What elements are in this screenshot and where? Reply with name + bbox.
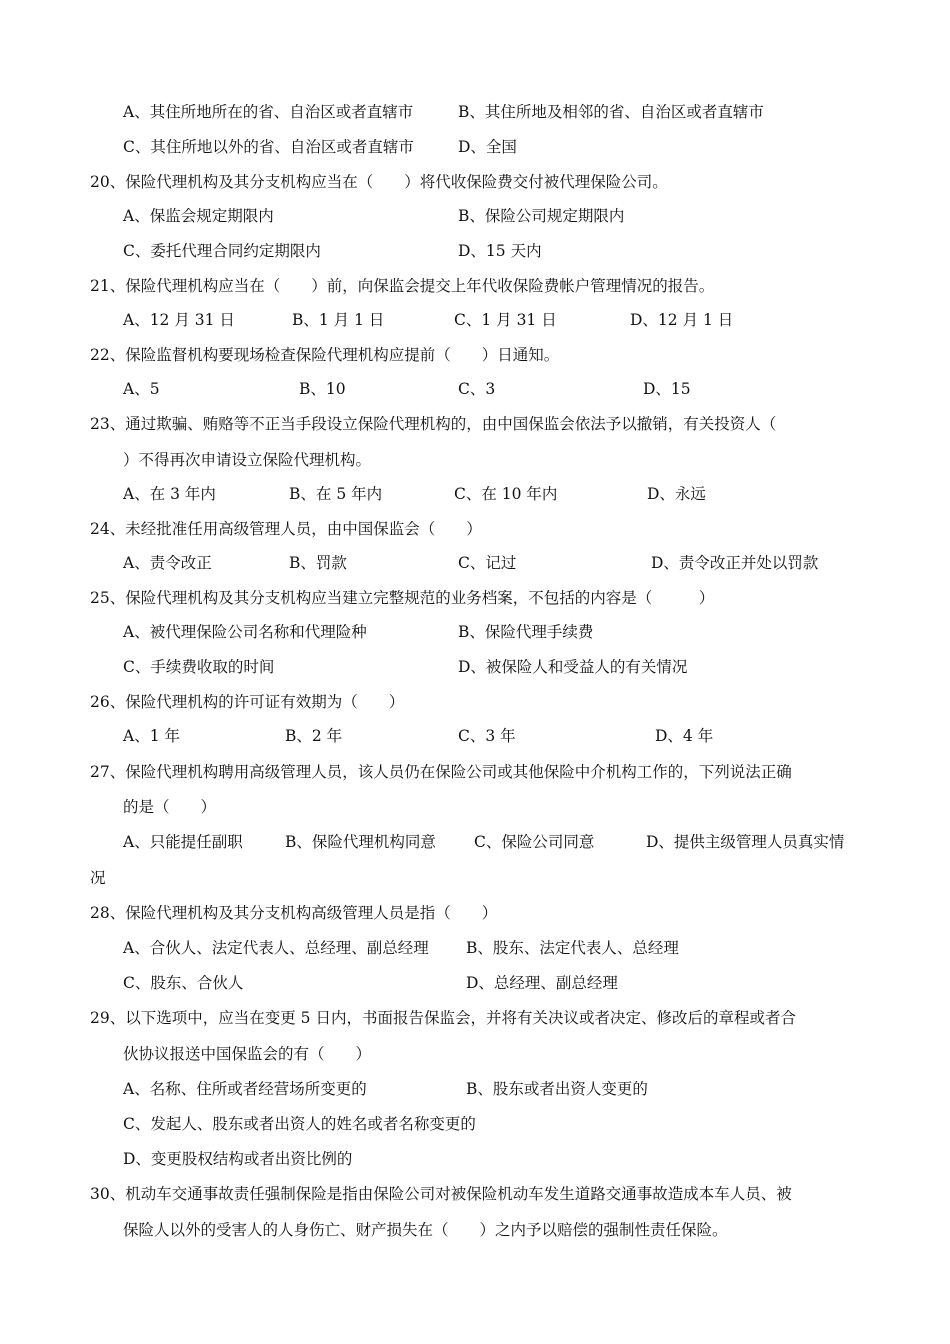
q19-option-b: B、其住所地及相邻的省、自治区或者直辖市 [458,103,764,121]
q26-option-c: C、3 年 [458,727,516,745]
q22-stem: 22、保险监督机构要现场检查保险代理机构应提前（ ）日通知。 [90,346,560,364]
q22-option-a: A、5 [123,380,160,398]
q28-option-a: A、合伙人、法定代表人、总经理、副总经理 [123,939,429,957]
q29-stem-line1: 29、以下选项中，应当在变更 5 日内，书面报告保监会，并将有关决议或者决定、修改后的章程或者合 [90,1009,796,1027]
q25-option-b: B、保险代理手续费 [458,623,594,641]
q21-option-a: A、12 月 31 日 [123,311,235,329]
q25-option-d: D、被保险人和受益人的有关情况 [458,658,688,676]
q26-stem: 26、保险代理机构的许可证有效期为（ ） [90,693,405,711]
q26-option-b: B、2 年 [285,727,343,745]
q27-option-d-line1: D、提供主级管理人员真实情 [646,833,845,851]
q21-stem: 21、保险代理机构应当在（ ）前，向保监会提交上年代收保险费帐户管理情况的报告。 [90,277,715,295]
q24-option-b: B、罚款 [289,554,347,572]
q29-option-b: B、股东或者出资人变更的 [466,1080,648,1098]
q28-option-c: C、股东、合伙人 [123,974,244,992]
q27-option-d-line2: 况 [90,869,106,887]
q19-option-a: A、其住所地所在的省、自治区或者直辖市 [123,103,414,121]
q28-option-b: B、股东、法定代表人、总经理 [466,939,679,957]
q24-option-d: D、责令改正并处以罚款 [651,554,819,572]
q29-option-d: D、变更股权结构或者出资比例的 [123,1150,353,1168]
q19-option-d: D、全国 [458,138,517,156]
q19-option-c: C、其住所地以外的省、自治区或者直辖市 [123,138,414,156]
q20-option-d: D、15 天内 [458,242,542,260]
q30-stem-line1: 30、机动车交通事故责任强制保险是指由保险公司对被保险机动车发生道路交通事故造成本车人员、被 [90,1185,792,1203]
q23-stem-line1: 23、通过欺骗、贿赂等不正当手段设立保险代理机构的，由中国保监会依法予以撤销，有关投资人（ [90,415,777,433]
q20-stem: 20、保险代理机构及其分支机构应当在（ ）将代收保险费交付被代理保险公司。 [90,173,668,191]
q21-option-c: C、1 月 31 日 [454,311,557,329]
q23-stem-line2: ）不得再次申请设立保险代理机构。 [123,451,372,469]
q27-stem-line2: 的是（ ） [123,798,217,816]
q20-option-c: C、委托代理合同约定期限内 [123,242,321,260]
q22-option-b: B、10 [299,380,346,398]
q21-option-d: D、12 月 1 日 [630,311,734,329]
q20-option-a: A、保监会规定期限内 [123,207,274,225]
q28-option-d: D、总经理、副总经理 [466,974,618,992]
q23-option-d: D、永远 [647,485,706,503]
q24-option-a: A、责令改正 [123,554,212,572]
q28-stem: 28、保险代理机构及其分支机构高级管理人员是指（ ） [90,904,498,922]
q25-option-c: C、手续费收取的时间 [123,658,275,676]
q25-option-a: A、被代理保险公司名称和代理险种 [123,623,367,641]
q24-option-c: C、记过 [458,554,517,572]
q27-option-a: A、只能提任副职 [123,833,243,851]
q27-option-c: C、保险公司同意 [474,833,595,851]
q29-stem-line2: 伙协议报送中国保监会的有（ ） [123,1045,372,1063]
q29-option-c: C、发起人、股东或者出资人的姓名或者名称变更的 [123,1115,476,1133]
q26-option-d: D、4 年 [655,727,714,745]
q25-stem: 25、保险代理机构及其分支机构应当建立完整规范的业务档案，不包括的内容是（ ） [90,589,715,607]
q22-option-d: D、15 [643,380,691,398]
q30-stem-line2: 保险人以外的受害人的人身伤亡、财产损失在（ ）之内予以赔偿的强制性责任保险。 [123,1221,728,1239]
q27-stem-line1: 27、保险代理机构聘用高级管理人员，该人员仍在保险公司或其他保险中介机构工作的，下列说法正确 [90,763,792,781]
q26-option-a: A、1 年 [123,727,180,745]
q22-option-c: C、3 [458,380,496,398]
q23-option-a: A、在 3 年内 [123,485,216,503]
q24-stem: 24、未经批准任用高级管理人员，由中国保监会（ ） [90,520,482,538]
q23-option-b: B、在 5 年内 [289,485,383,503]
q27-option-b: B、保险代理机构同意 [285,833,436,851]
q20-option-b: B、保险公司规定期限内 [458,207,625,225]
q29-option-a: A、名称、住所或者经营场所变更的 [123,1080,367,1098]
q23-option-c: C、在 10 年内 [454,485,558,503]
q21-option-b: B、1 月 1 日 [292,311,385,329]
